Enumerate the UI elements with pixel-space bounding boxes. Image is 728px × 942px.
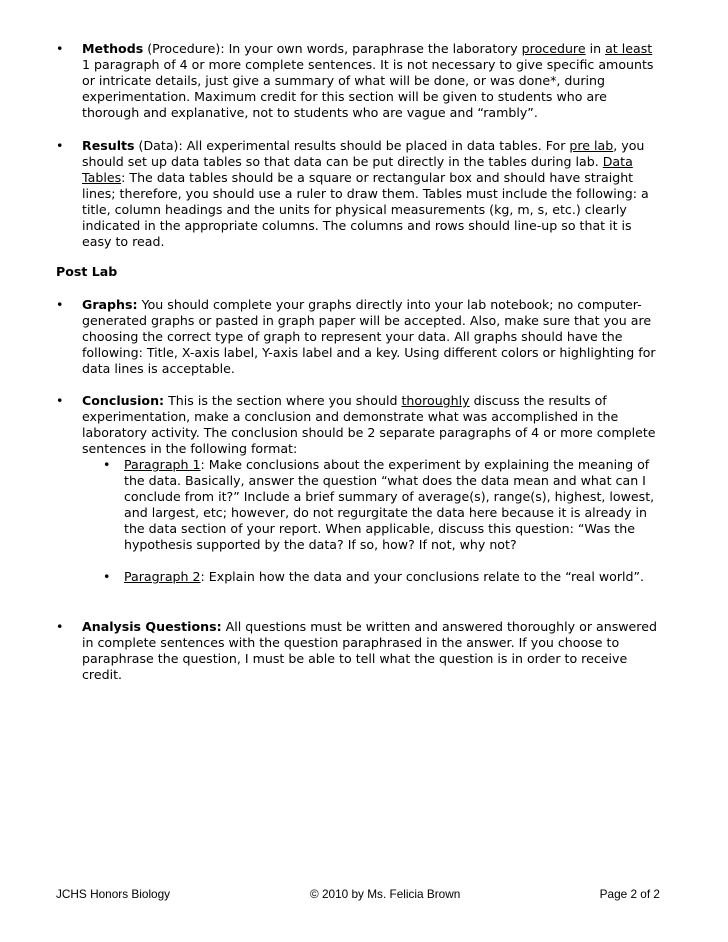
results-label: Results	[82, 138, 135, 153]
footer-course: JCHS Honors Biology	[56, 887, 171, 901]
paragraph-1-body: : Make conclusions about the experiment by explaining the meaning of the data. Basically, answer the question “what does the data mean and what can I conclude from it?” Include a brief summary of average(s), range(s), highest, lowest, and largest, etc; however, do not regurgitate the data here because it is already in the data section of your report. When applicable, discuss this question: “Was the hypothesis supported by the data? If so, how? If not, why not?	[124, 457, 655, 552]
analysis-text-1: All questions must be written and answered thoroughly or answered in complete sentences with the question paraphrased in the answer. If you choose to paraphrase the question, I must be able to tell what the question is in order to receive credit.	[82, 619, 657, 682]
graphs-text-1: You should complete your graphs directly into your lab notebook; no computer-generated graphs or pasted in graph paper will be accepted. Also, make sure that you are choosing the correct type of graph to represent your data. All graphs should have the following: Title, X-axis label, Y-axis label and a key. Using different colors or highlighting for data lines is acceptable.	[82, 297, 656, 376]
post-lab-heading: Post Lab	[56, 264, 118, 279]
methods-text-3: 1 paragraph of 4 or more complete sentences. It is not necessary to give specific amounts or intricate details, just give a summary of what will be done, or was done*, during experimentation. Maximum credit for this section will be given to students who are thorough and explanative, not to students who are vague and “rambly”.	[82, 57, 654, 120]
results-text-1: (Data): All experimental results should be placed in data tables. For	[134, 138, 570, 153]
conclusion-underline-thoroughly: thoroughly	[401, 393, 470, 408]
sub-bullet-marker: •	[103, 569, 111, 584]
paragraph-1-text	[124, 457, 669, 553]
graphs-text	[82, 297, 664, 377]
bullet-marker: •	[56, 138, 64, 153]
conclusion-label: Conclusion:	[82, 393, 165, 408]
bullet-marker: •	[56, 297, 64, 312]
paragraph-2-text	[124, 569, 669, 585]
results-underline-pre-lab: pre lab	[569, 138, 614, 153]
page-footer	[56, 886, 660, 902]
methods-text-2: in	[585, 41, 606, 56]
methods-label: Methods	[82, 41, 144, 56]
paragraph-2-label: Paragraph 2	[124, 569, 201, 584]
results-text-3: : The data tables should be a square or rectangular box and should have straight lines; therefore, you should use a ruler to draw them. Tables must include the following: a title, column headings and the units for physical measurements (kg, m, s, etc.) clearly indicated in the appropriate columns. The columns and rows should line-up so that it is easy to read.	[82, 170, 649, 249]
sub-bullet-marker: •	[103, 457, 111, 472]
results-text	[82, 138, 664, 250]
analysis-label: Analysis Questions:	[82, 619, 222, 634]
conclusion-text	[82, 393, 664, 457]
results-text-2: , you should set up data tables so that data can be put directly in the tables during lab.	[82, 138, 645, 169]
footer-page-number: Page 2 of 2	[599, 887, 660, 901]
methods-underline-at-least: at least	[605, 41, 653, 56]
bullet-marker: •	[56, 393, 64, 408]
methods-text-1: (Procedure): In your own words, paraphrase the laboratory	[143, 41, 522, 56]
methods-text	[82, 41, 664, 121]
footer-copyright: © 2010 by Ms. Felicia Brown	[310, 887, 461, 901]
conclusion-text-2: discuss the results of experimentation, make a conclusion and demonstrate what was accomplished in the laboratory activity. The conclusion should be 2 separate paragraphs of 4 or more complete sentences in the following format:	[82, 393, 656, 456]
graphs-label: Graphs:	[82, 297, 138, 312]
bullet-marker: •	[56, 41, 64, 56]
methods-underline-procedure: procedure	[521, 41, 586, 56]
analysis-text	[82, 619, 664, 683]
paragraph-1-label: Paragraph 1	[124, 457, 201, 472]
bullet-marker: •	[56, 619, 64, 634]
results-underline-data-tables: Data Tables	[82, 154, 633, 185]
paragraph-2-body: : Explain how the data and your conclusions relate to the “real world”.	[200, 569, 645, 584]
conclusion-text-1: This is the section where you should	[164, 393, 402, 408]
